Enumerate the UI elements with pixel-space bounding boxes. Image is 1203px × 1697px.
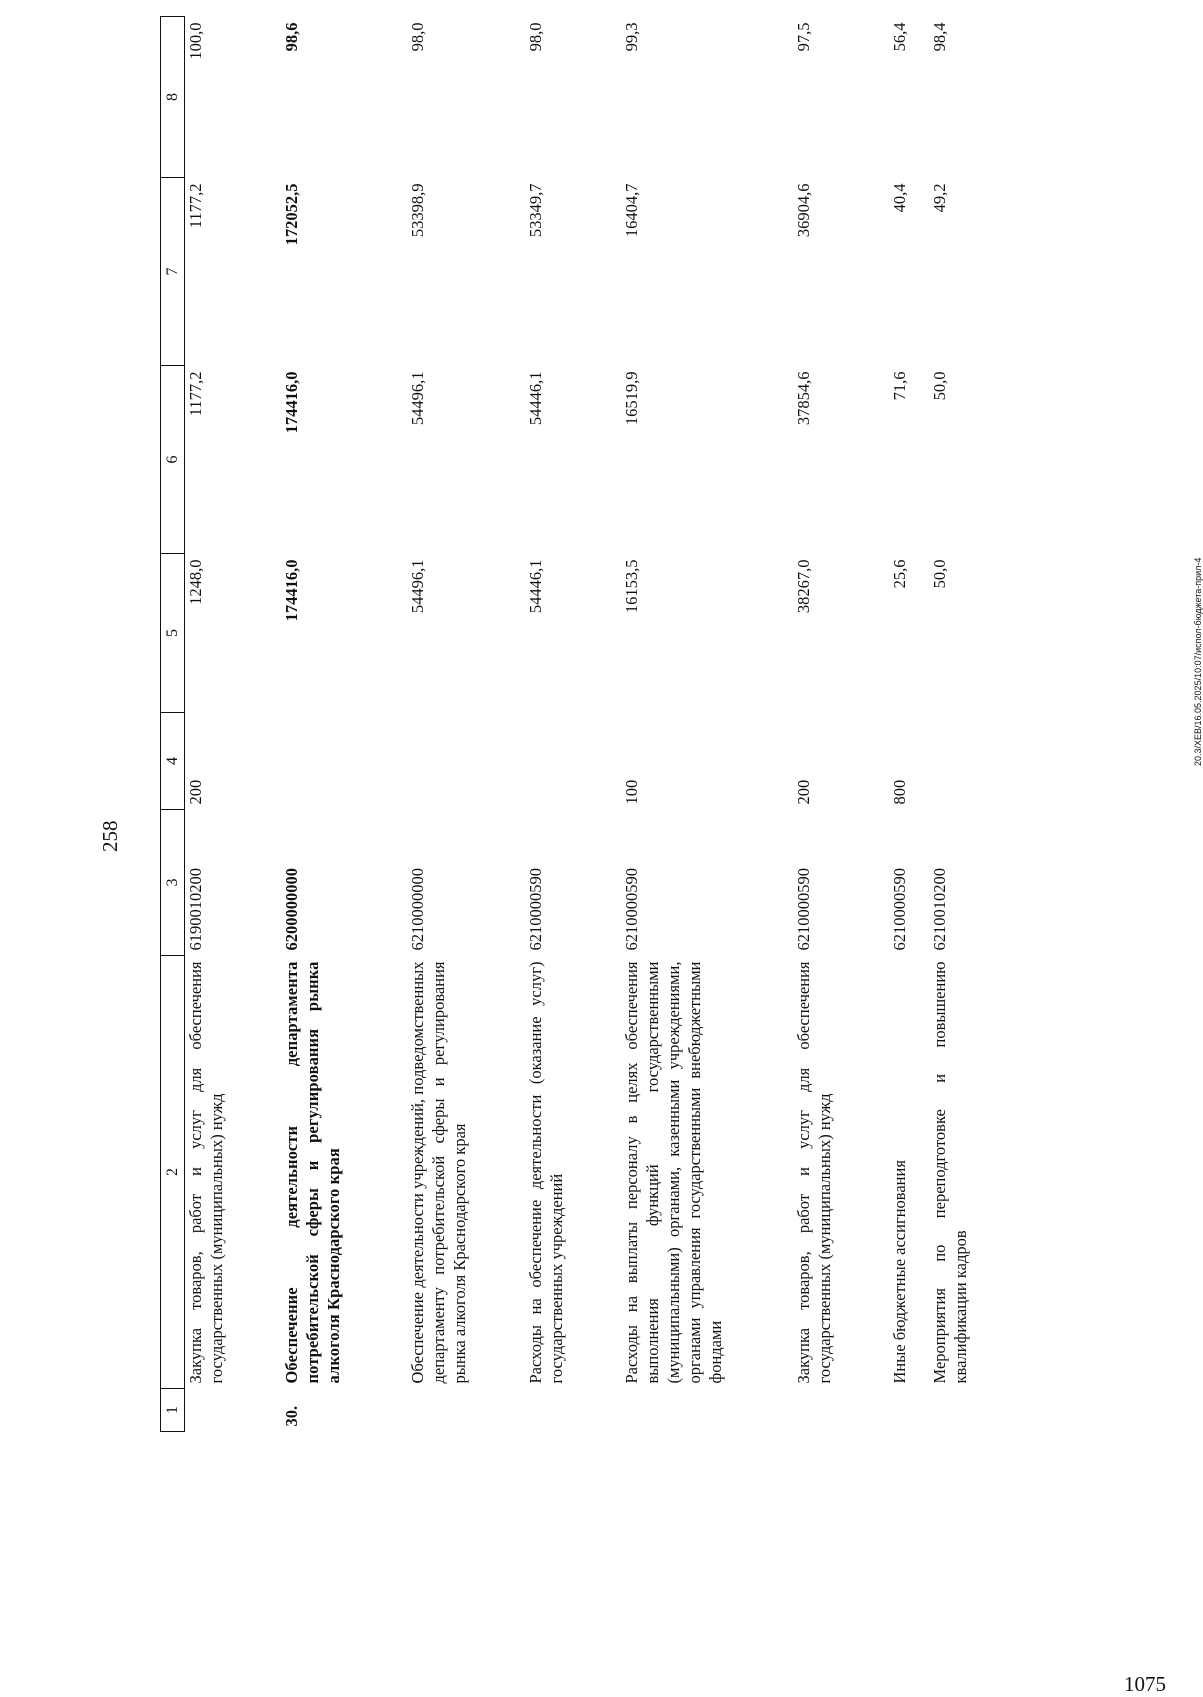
table-row: [929, 17, 989, 1432]
table-row: [185, 17, 281, 1432]
row-refined-value: 50,0: [929, 371, 949, 401]
row-name: Обеспечение деятельности департамента потребительской сферы и регулирования рынка алкоголя Краснодарского края: [281, 961, 343, 1384]
header-col-7: 7: [161, 178, 185, 366]
row-executed-value: 53398,9: [407, 183, 427, 238]
table-row: [281, 17, 407, 1432]
row-percent-value: 99,3: [621, 22, 641, 52]
row-number: [889, 1389, 929, 1432]
row-number: [621, 1389, 793, 1432]
row-plan-value: 174416,0: [281, 559, 301, 622]
row-plan-value: 50,0: [929, 559, 949, 589]
row-executed-value: 53349,7: [525, 183, 545, 238]
budget-table: [160, 16, 989, 1432]
page-number: 258: [98, 820, 122, 852]
header-col-5: 5: [161, 554, 185, 713]
row-name: Закупка товаров, работ и услуг для обеспечения государственных (муниципальных) нужд: [186, 961, 226, 1384]
header-col-3: 3: [161, 810, 185, 956]
row-target-code: 6210000000: [407, 868, 427, 951]
row-executed-value: 36904,6: [793, 183, 813, 238]
row-target-code: 6210000590: [793, 868, 813, 951]
footer-code: 20.3/ХЕВ/16.05.2025/10:07/испол-бюджета-прил-4: [1193, 557, 1203, 766]
row-expense-type: [281, 713, 407, 810]
row-expense-type: 200: [186, 779, 205, 805]
row-name: Обеспечение деятельности учреждений, подведомственных департаменту потребительской сферы и регулирования рынка алкоголя Краснодарского края: [407, 961, 469, 1384]
row-refined-value: 37854,6: [793, 371, 813, 426]
row-number: [525, 1389, 621, 1432]
row-percent-value: 98,0: [407, 22, 427, 52]
row-expense-type: 200: [793, 779, 813, 805]
row-percent-value: 100,0: [186, 22, 205, 60]
row-number: [793, 1389, 889, 1432]
table-header-row: [161, 17, 185, 1432]
row-name: Расходы на обеспечение деятельности (оказание услуг) государственных учреждений: [525, 961, 566, 1384]
row-target-code: 6190010200: [186, 868, 205, 951]
row-executed-value: 1177,2: [186, 183, 205, 229]
row-executed-value: 40,4: [889, 183, 909, 213]
row-number: [929, 1389, 989, 1432]
row-target-code: 6210000590: [889, 868, 909, 951]
row-executed-value: 172052,5: [281, 183, 301, 246]
row-name: Иные бюджетные ассигнования: [889, 1160, 909, 1384]
row-refined-value: 54496,1: [407, 371, 427, 426]
header-col-6: 6: [161, 366, 185, 554]
row-name: Мероприятия по переподготовке и повышению квалификации кадров: [929, 961, 970, 1384]
row-target-code: 6210000590: [525, 868, 545, 951]
row-plan-value: 54496,1: [407, 559, 427, 614]
budget-table-container: [160, 17, 1012, 1432]
row-refined-value: 16519,9: [621, 371, 641, 426]
table-row: [525, 17, 621, 1432]
row-percent-value: 98,4: [929, 22, 949, 52]
row-refined-value: 71,6: [889, 371, 909, 401]
row-plan-value: 25,6: [889, 559, 909, 589]
row-percent-value: 98,0: [525, 22, 545, 52]
table-row: [621, 17, 793, 1432]
table-row: [889, 17, 929, 1432]
row-number: [407, 1389, 525, 1432]
row-target-code: 6210000590: [621, 868, 641, 951]
row-expense-type: 100: [621, 779, 641, 805]
row-expense-type: [525, 713, 621, 810]
row-plan-value: 54446,1: [525, 559, 545, 614]
header-col-8: 8: [161, 17, 185, 178]
header-col-2: 2: [161, 956, 185, 1389]
table-row: [407, 17, 525, 1432]
row-executed-value: 49,2: [929, 183, 949, 213]
row-executed-value: 16404,7: [621, 183, 641, 238]
row-target-code: 6200000000: [281, 868, 301, 951]
row-refined-value: 54446,1: [525, 371, 545, 426]
row-expense-type: [407, 713, 525, 810]
row-percent-value: 56,4: [889, 22, 909, 52]
row-name: Закупка товаров, работ и услуг для обеспечения государственных (муниципальных) нужд: [793, 961, 834, 1384]
row-number: [185, 1389, 281, 1432]
row-refined-value: 174416,0: [281, 371, 301, 434]
header-col-4: 4: [161, 713, 185, 810]
row-expense-type: [929, 713, 989, 810]
row-target-code: 6210010200: [929, 868, 949, 951]
row-refined-value: 1177,2: [186, 371, 205, 417]
row-percent-value: 97,5: [793, 22, 813, 52]
header-col-1: 1: [161, 1389, 185, 1432]
row-plan-value: 1248,0: [186, 559, 205, 605]
row-percent-value: 98,6: [281, 22, 301, 52]
row-number: 30.: [281, 1405, 301, 1427]
row-plan-value: 16153,5: [621, 559, 641, 614]
document-number: 1075: [1124, 1672, 1166, 1696]
table-row: [793, 17, 889, 1432]
row-expense-type: 800: [889, 779, 909, 805]
row-plan-value: 38267,0: [793, 559, 813, 614]
row-name: Расходы на выплаты персоналу в целях обеспечения выполнения функций государственными (муниципальными) органами, казенными учреждениями, органами управления государственными внебюджетными фондами: [621, 961, 725, 1384]
